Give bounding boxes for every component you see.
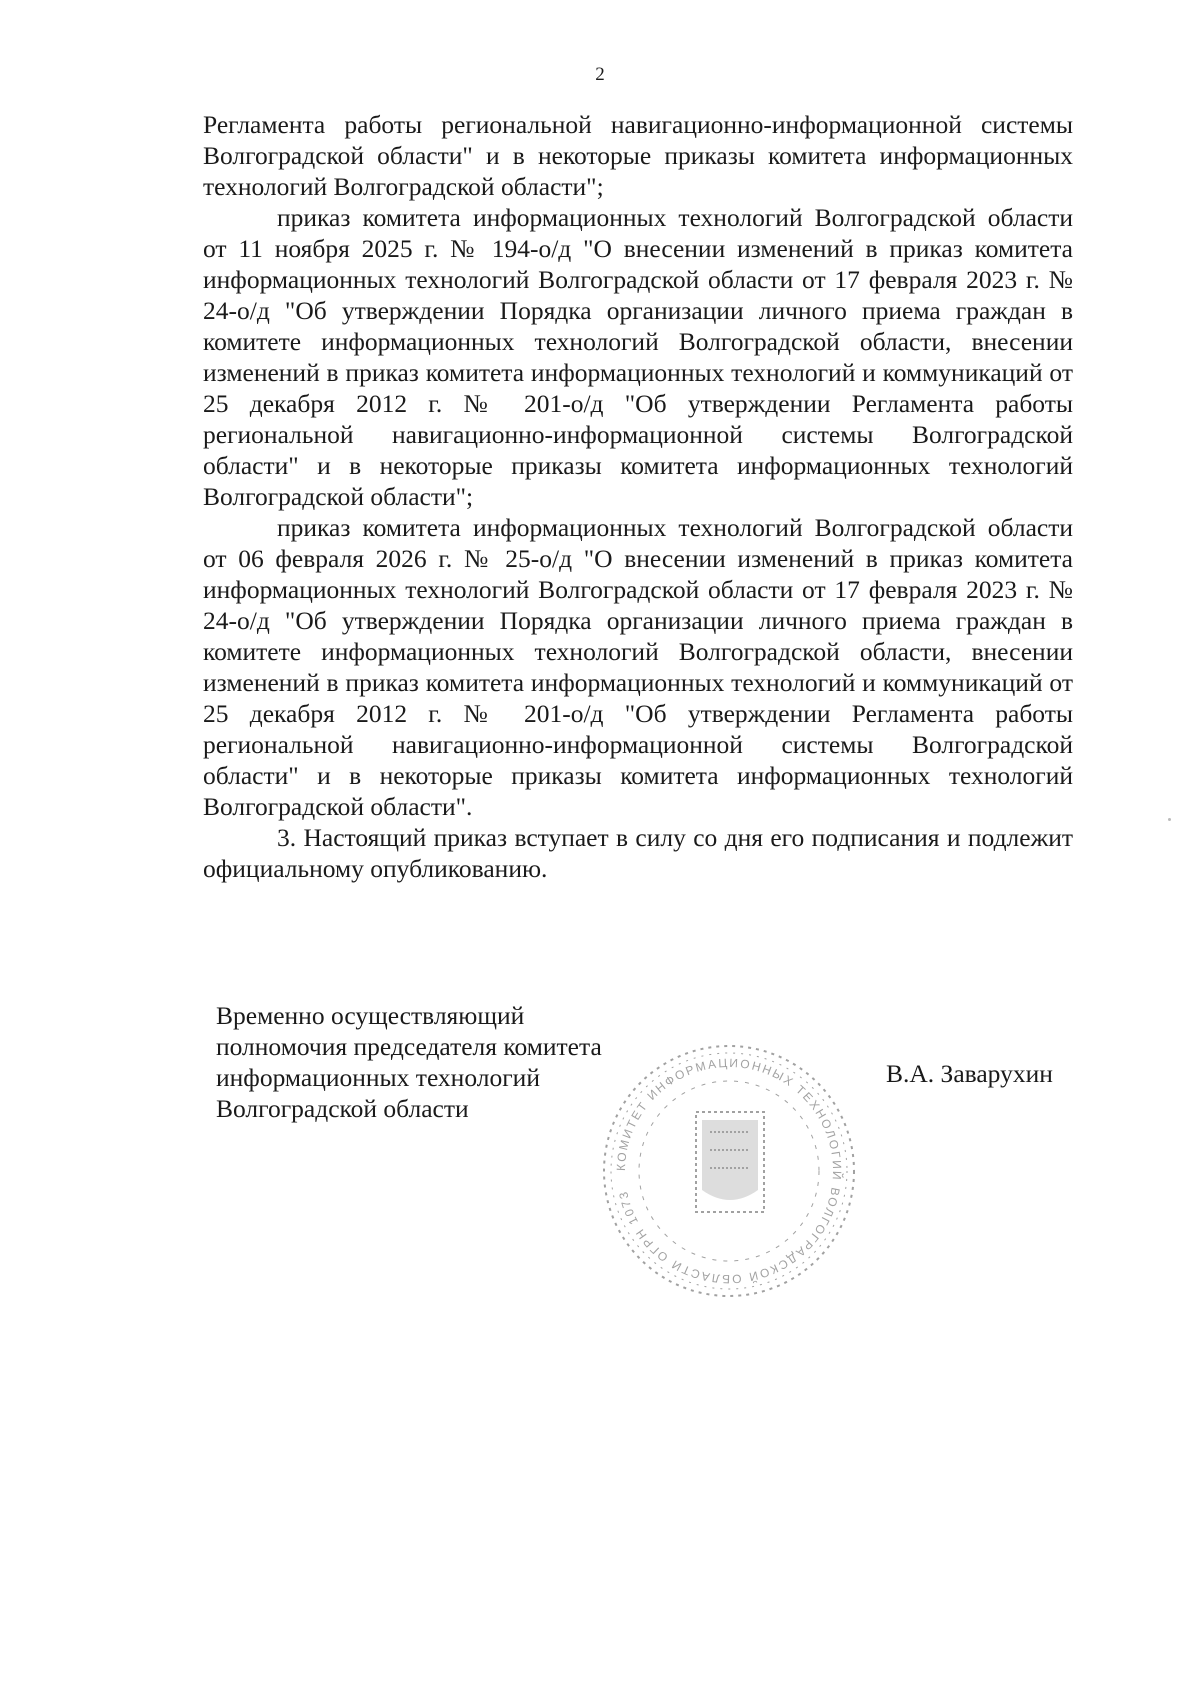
coat-of-arms-emblem xyxy=(696,1112,764,1212)
paragraph-order-25: приказ комитета информационных технологий Волгоградской области от 06 февраля 2026 г. № 25-о/д "О внесении изменений в приказ комитета информационных технологий Волгоградской области от 17 февраля 2023 г. № 24-о/д "Об утверждении Порядка организации личного приема граждан в комитете информационных технологий Волгоградской области, внесении изменений в приказ комитета информационных технологий и коммуникаций от 25 декабря 2012 г. № 201-о/д "Об утверждении Регламента работы региональной навигационно-информационной системы Волгоградской области" и в некоторые приказы комитета информационных технологий Волгоградской области". xyxy=(203,513,1073,821)
paragraph-effective-clause: 3. Настоящий приказ вступает в силу со дня его подписания и подлежит официальному опубликованию. xyxy=(203,823,1073,883)
signatory-line: информационных технологий xyxy=(216,1063,540,1092)
seal-ring-text: КОМИТЕТ ИНФОРМАЦИОННЫХ ТЕХНОЛОГИЙ ВОЛГОГРАДСКОЙ ОБЛАСТИ ОГРН 1073 xyxy=(613,1055,845,1287)
signatory-line: Волгоградской области xyxy=(216,1094,469,1123)
signatory-line: полномочия председателя комитета xyxy=(216,1032,602,1061)
scan-speck xyxy=(1168,818,1171,821)
document-body xyxy=(203,109,1073,884)
signer-name: В.А. Заварухин xyxy=(886,1059,1053,1088)
signatory-position xyxy=(216,1000,602,1124)
page-number: 2 xyxy=(595,64,605,85)
official-seal-stamp xyxy=(598,1040,860,1302)
signatory-line: Временно осуществляющий xyxy=(216,1001,525,1030)
paragraph-order-194: приказ комитета информационных технологий Волгоградской области от 11 ноября 2025 г. № 194-о/д "О внесении изменений в приказ комитета информационных технологий Волгоградской области от 17 февраля 2023 г. № 24-о/д "Об утверждении Порядка организации личного приема граждан в комитете информационных технологий Волгоградской области, внесении изменений в приказ комитета информационных технологий и коммуникаций от 25 декабря 2012 г. № 201-о/д "Об утверждении Регламента работы региональной навигационно-информационной системы Волгоградской области" и в некоторые приказы комитета информационных технологий Волгоградской области"; xyxy=(203,203,1073,511)
paragraph-continuation: Регламента работы региональной навигационно-информационной системы Волгоградской области" и в некоторые приказы комитета информационных технологий Волгоградской области"; xyxy=(203,110,1073,201)
